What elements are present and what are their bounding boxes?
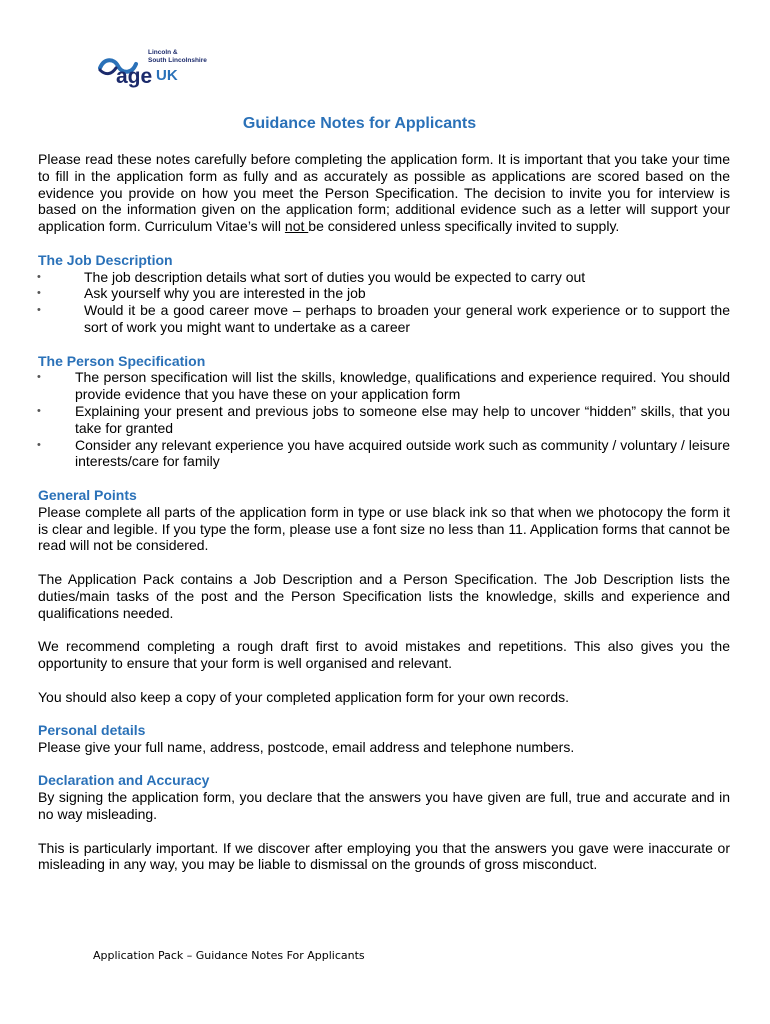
age-uk-logo — [98, 46, 210, 90]
list-item-text: The person specification will list the skills, knowledge, qualifications and experience required. You should provide evidence that you have these on your application form — [75, 369, 730, 403]
list-item — [38, 285, 730, 302]
list-item — [38, 369, 730, 403]
logo-uk: UK — [156, 67, 178, 84]
job-description-list — [38, 269, 730, 336]
list-item-text: Would it be a good career move – perhaps to broaden your general work experience or to support the sort of work you might want to undertake as a career — [84, 302, 730, 335]
bullet-icon: • — [37, 404, 41, 417]
general-points-paragraph: We recommend completing a rough draft first to avoid mistakes and repetitions. This also gives you the opportunity to ensure that your form is well organised and relevant. — [38, 638, 730, 671]
heading-person-specification: The Person Specification — [38, 352, 206, 369]
list-item — [38, 403, 730, 437]
list-item — [38, 437, 730, 471]
page-footer: Application Pack – Guidance Notes For Applicants — [93, 949, 365, 962]
intro-text-start: Please read these notes carefully before completing the application form. It is important that you take your time to fill in the application form as fully and as accurately as possible as applications are scored based on the evidence you provide on how you meet the Person Specification. The decision to invite you for interview is based on the information given on the application form; additional evidence such as a letter will support your application form. Curriculum Vitae’s will — [38, 151, 730, 235]
list-item-text: Consider any relevant experience you have acquired outside work such as community / voluntary / leisure interests/care for family — [75, 436, 730, 470]
list-item-text: The job description details what sort of duties you would be expected to carry out — [84, 268, 586, 285]
list-item-text: Explaining your present and previous jobs to someone else may help to uncover “hidden” skills, that you take for granted — [75, 402, 730, 436]
page-title-text: Guidance Notes for Applicants — [242, 115, 477, 132]
list-item — [38, 269, 730, 286]
heading-declaration: Declaration and Accuracy — [38, 772, 210, 789]
age-uk-logo-graphic — [98, 46, 210, 90]
intro-text-end: be considered unless specifically invited to supply. — [308, 218, 620, 235]
logo-age: age — [116, 65, 153, 88]
heading-job-description: The Job Description — [38, 251, 173, 268]
general-points-paragraph: You should also keep a copy of your completed application form for your own records. — [38, 688, 570, 705]
bullet-icon: • — [37, 270, 41, 283]
declaration-paragraph: By signing the application form, you declare that the answers you have given are full, true and accurate and in no way misleading. — [38, 789, 730, 823]
page-title — [53, 115, 770, 133]
logo-line1: Lincoln & — [148, 49, 178, 56]
person-specification-list — [38, 369, 730, 470]
document-body — [38, 151, 730, 873]
bullet-icon: • — [37, 304, 41, 317]
heading-personal-details: Personal details — [38, 722, 146, 739]
general-points-paragraph: The Application Pack contains a Job Description and a Person Specification. The Job Description lists the duties/main tasks of the post and the Person Specification lists the knowledge, skills and experience and qualifications needed. — [38, 570, 730, 621]
personal-details-paragraph: Please give your full name, address, postcode, email address and telephone numbers. — [38, 738, 575, 755]
logo-line2: South Lincolnshire — [148, 57, 207, 64]
general-points-paragraph: Please complete all parts of the application form in type or use black ink so that when we photocopy the form it is clear and legible. If you type the form, please use a font size no less than 11. Application forms that cannot be read will not be considered. — [38, 503, 730, 554]
list-item-text: Ask yourself why you are interested in the job — [84, 285, 366, 302]
bullet-icon: • — [37, 287, 41, 300]
intro-not-emphasis: not — [284, 218, 309, 235]
heading-general-points: General Points — [38, 486, 137, 503]
list-item — [38, 302, 730, 336]
bullet-icon: • — [37, 438, 41, 451]
declaration-paragraph: This is particularly important. If we discover after employing you that the answers you gave were inaccurate or misleading in any way, you may be liable to dismissal on the grounds of gross misconduct. — [38, 839, 730, 873]
bullet-icon: • — [37, 371, 41, 384]
intro-paragraph — [38, 151, 730, 235]
